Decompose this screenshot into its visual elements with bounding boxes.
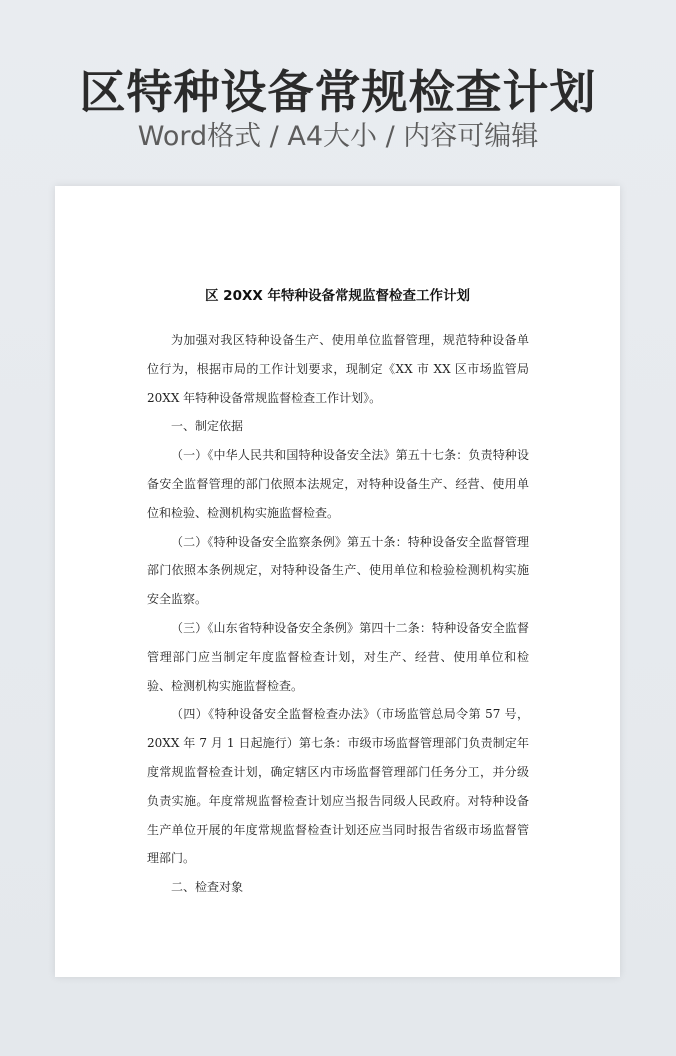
document-body	[147, 326, 529, 902]
document-page	[55, 186, 620, 977]
banner-title: 区特种设备常规检查计划	[79, 65, 597, 119]
intro-paragraph: 为加强对我区特种设备生产、使用单位监督管理，规范特种设备单位行为，根据市局的工作计划要求，现制定《XX 市 XX 区市场监管局 20XX 年特种设备常规监督检查工作计划》。	[147, 333, 529, 405]
basis-paragraph-4: （四）《特种设备安全监督检查办法》（市场监管总局令第 57 号，20XX 年 7 月 1 日起施行）第七条：市级市场监督管理部门负责制定年度常规监督检查计划，确定辖区内市场监督管理部门任务分工，并分级负责实施。年度常规监督检查计划应当报告同级人民政府。对特种设备生产单位开展的年度常规监督检查计划还应当同时报告省级市场监督管理部门。	[147, 707, 529, 866]
basis-paragraph-2: （二）《特种设备安全监察条例》第五十条：特种设备安全监督管理部门依照本条例规定，对特种设备生产、使用单位和检验检测机构实施安全监察。	[147, 534, 529, 607]
document-title: 区 20XX 年特种设备常规监督检查工作计划	[204, 288, 470, 304]
basis-paragraph-1: （一）《中华人民共和国特种设备安全法》第五十七条：负责特种设备安全监督管理的部门依照本法规定，对特种设备生产、经营、使用单位和检验、检测机构实施监督检查。	[147, 448, 529, 520]
basis-paragraph-3: （三）《山东省特种设备安全条例》第四十二条：特种设备安全监督管理部门应当制定年度监督检查计划，对生产、经营、使用单位和检验、检测机构实施监督检查。	[147, 620, 529, 693]
section-heading-targets: 二、检查对象	[171, 880, 244, 895]
banner-subtitle: Word格式 / A4大小 / 内容可编辑	[137, 121, 539, 152]
section-heading-basis: 一、制定依据	[171, 419, 244, 434]
